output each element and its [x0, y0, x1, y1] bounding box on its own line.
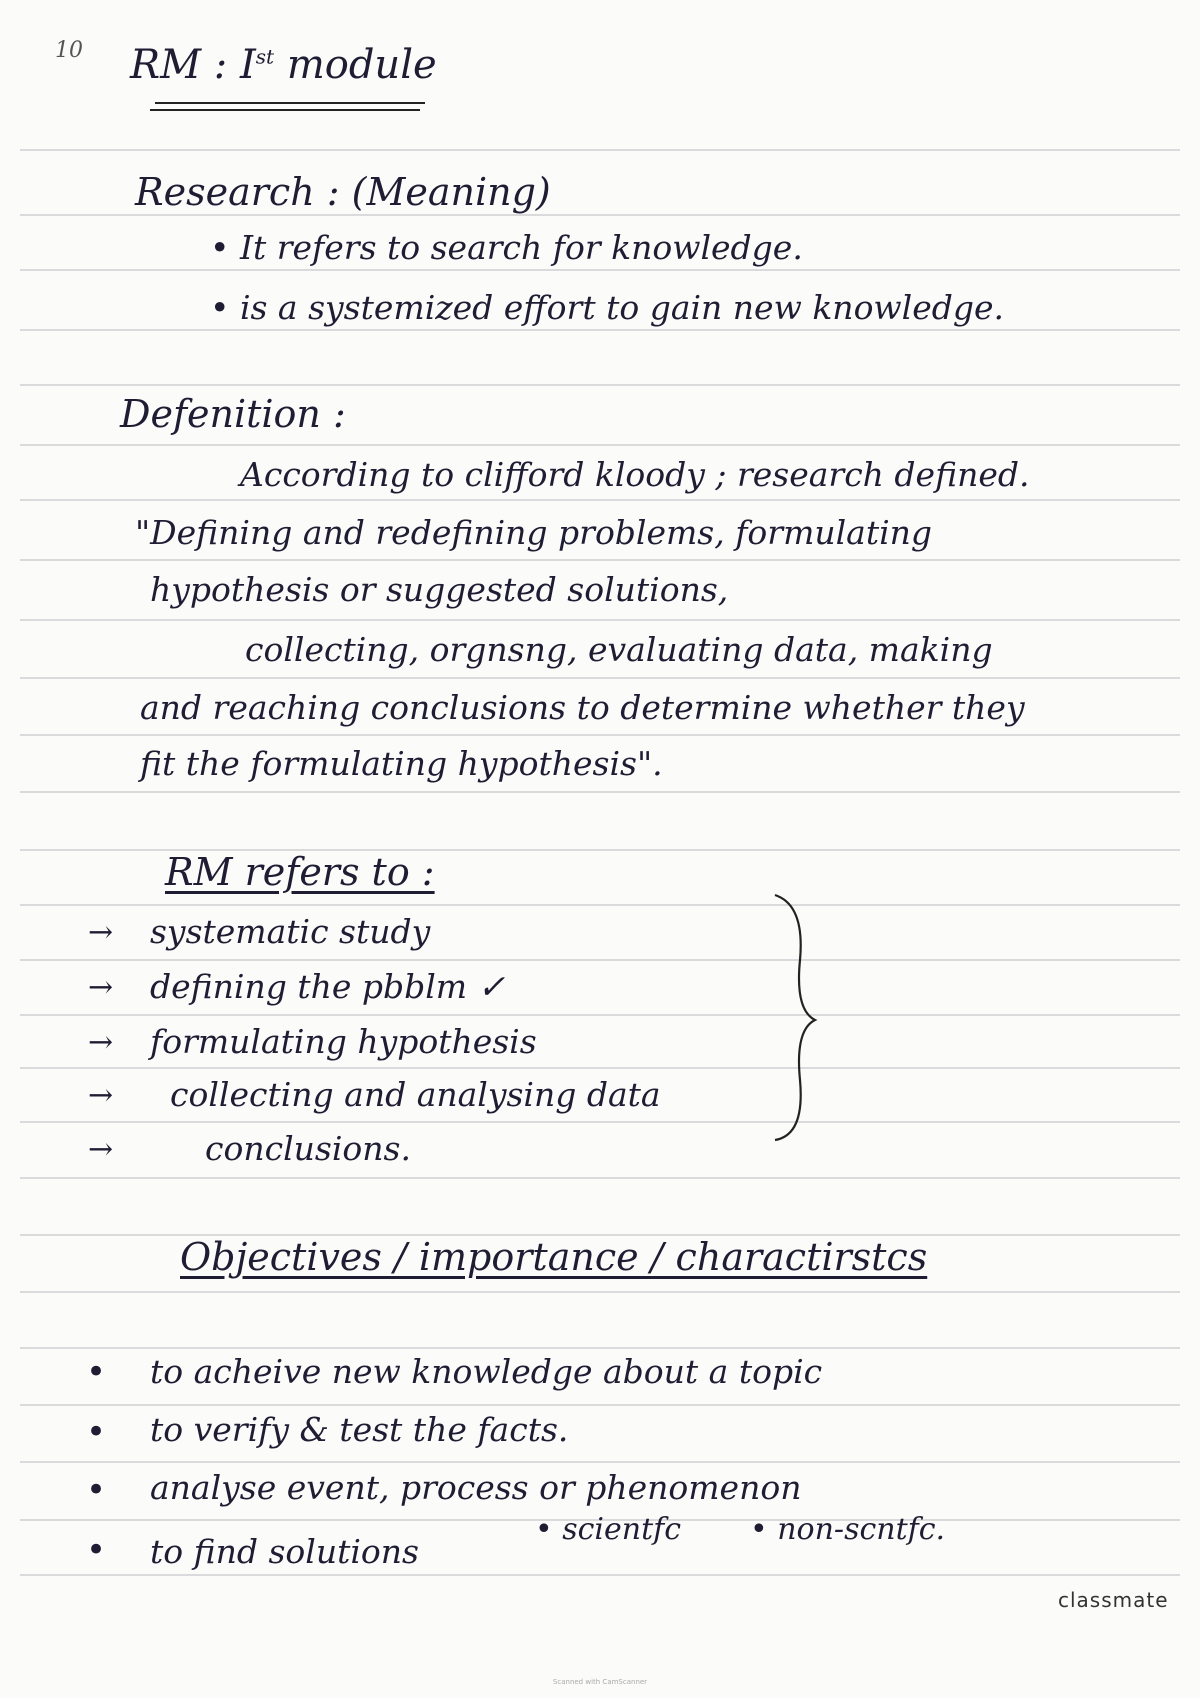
rm-item: collecting and analysing data [170, 1075, 661, 1114]
research-heading: Research : (Meaning) [135, 170, 551, 214]
bullet: • [86, 1530, 107, 1570]
definition-line: and reaching conclusions to determine whether they [140, 688, 1025, 727]
arrow-marker: → [88, 970, 114, 1005]
definition-line: "Defining and redefining problems, formulating [135, 513, 933, 552]
bullet: • [86, 1412, 107, 1452]
rm-refers-heading: RM refers to : [165, 850, 435, 894]
bullet: • [86, 1470, 107, 1510]
definition-line: collecting, orgnsng, evaluating data, making [245, 630, 993, 669]
objective-item: to find solutions [150, 1532, 419, 1571]
curly-brace [775, 895, 815, 1140]
definition-line: According to clifford kloody ; research defined. [240, 455, 1030, 494]
arrow-marker: → [88, 1132, 114, 1167]
definition-heading: Defenition : [120, 392, 346, 436]
arrow-marker: → [88, 915, 114, 950]
rm-item: defining the pbblm ✓ [150, 967, 506, 1006]
title-sup: st [255, 44, 275, 69]
bullet: • [86, 1352, 107, 1392]
page-title [130, 42, 437, 88]
objectives-heading: Objectives / importance / charactirstcs [180, 1235, 928, 1279]
brand-logo: classmate [1058, 1588, 1169, 1612]
research-point: • is a systemized effort to gain new knowledge. [210, 288, 1005, 327]
research-point: • It refers to search for knowledge. [210, 228, 803, 267]
arrow-marker: → [88, 1078, 114, 1113]
rm-item: formulating hypothesis [150, 1022, 537, 1061]
objective-sub-item: • scientfc [535, 1512, 682, 1547]
arrow-marker: → [88, 1025, 114, 1060]
title-main: RM : I [130, 42, 256, 88]
title-rest: module [286, 42, 437, 88]
page-number: 10 [55, 38, 83, 63]
rm-item: systematic study [150, 912, 431, 951]
objective-item: to acheive new knowledge about a topic [150, 1352, 823, 1391]
scan-footer: Scanned with CamScanner [552, 1678, 648, 1686]
objective-sub-item: • non-scntfc. [750, 1512, 946, 1547]
objective-item: analyse event, process or phenomenon [150, 1468, 802, 1507]
rm-item: conclusions. [205, 1129, 411, 1168]
definition-line: fit the formulating hypothesis". [140, 744, 663, 783]
definition-line: hypothesis or suggested solutions, [150, 570, 729, 609]
objective-item: to verify & test the facts. [150, 1410, 569, 1449]
